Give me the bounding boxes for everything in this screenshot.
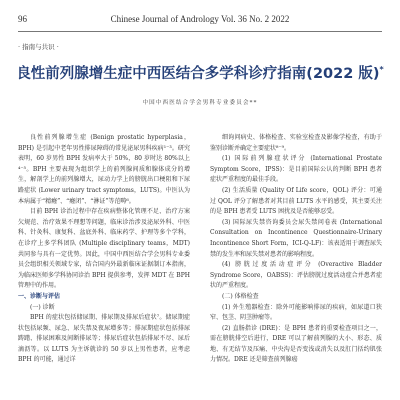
page-number: 96 <box>18 14 27 24</box>
running-header <box>18 10 382 28</box>
header-rule <box>18 31 382 32</box>
body-paragraph: 细询问病史、体格检查、实验室检查及影像学检查，有助于鉴别诊断并确定主要症状⁸⁻⁹。 <box>210 134 382 152</box>
section-tag: · 指南与共识 · <box>18 43 59 51</box>
left-column <box>18 133 190 366</box>
body-paragraph: 目前 BPH 诊治过程中存在疾病整体化管理不足、治疗方案欠规范、治疗效果不理想等问题，临床诊治涉及泌尿外科、中医科、针灸科、康复科、盆底外科、临床药学、护理等多个学科，在诊疗上多学科团队 (Multiple disciplinary teams，MDT) 共同参与具有一定优势。因此，中国中西医结合学会男科专业委员会组织相关领域专家，结合国内外最新临床证据制订本指南，为临床医师多学科协同诊治 BPH 提供参考，发挥 MDT 在 BPH 管理中的作用。 <box>18 208 190 290</box>
body-paragraph: (2) 直肠指诊 (DRE)：是 BPH 患者的重要检查项目之一，需在膀胱排空后进行，DRE 可以了解前列腺的大小、形态、质地、有无结节及压痛、中央沟是否变浅或消失以及肛门括约肌张力情况。DRE 还是筛查前列腺癌 <box>210 324 382 364</box>
body-paragraph: (4) 膀胱过度活动症评分 (Overactive Bladder Syndrome Score，OABSS)：评估膀胱过度活动症合并患者症状的严重程度。 <box>210 261 382 290</box>
subsection-heading: (二) 体格检查 <box>222 292 259 300</box>
author-line: 中国中西医结合学会男科专业委员会** <box>142 100 258 106</box>
article-title-text: 良性前列腺增生症中西医结合多学科诊疗指南(2022 版) <box>16 66 380 82</box>
body-paragraph: (1) 外生殖器检查：除外可能影响排尿的疾病，如尿道口狭窄、包茎、阴茎肿瘤等。 <box>210 303 382 322</box>
body-paragraph: 良性前列腺增生症 (Benign prostatic hyperplasia，BPH) 是引起中老年男性排尿障碍的常见泌尿男科疾病¹⁻³。研究表明，60 岁男性 BPH 发病率大于 50%，80 岁时达 80%以上⁴⁻⁵。BPH 主要表现为组织学上的前列腺间质和腺体成分的增生，解剖学上的前列腺增大，尿动力学上的膀胱出口梗阻和下尿路症状 (Lower urinary tract symptoms，LUTS)。中医认为本病属于“精癃”、“癃闭”、“淋证”等范畴⁶。 <box>18 134 190 205</box>
body-paragraph: BPH 的症状包括储尿期、排尿期及排尿后症状⁷。储尿期症状包括尿频、尿急、尿失禁及夜尿增多等；排尿期症状包括排尿踌躇、排尿困难及间断排尿等；排尿后症状包括排尿不尽、尿后滴沥等。以 LUTS 为主诉就诊的 50 岁以上男性患者，应考虑 BPH 的可能，通过详 <box>18 314 190 364</box>
body-paragraph: (3) 国际尿失禁咨询委员会尿失禁问卷表 (International Consultation on Incontinence Questionnaire-Urinary Incontinence Short Form，ICI-Q-LF)：该表适用于调查尿失禁的发生率和尿失禁对患者的影响程度。 <box>210 218 382 258</box>
body-paragraph: (2) 生活质量 (Quality Of Life score，QOL) 评分：可通过 QOL 评分了解患者对其目前 LUTS 水平的感受，其主要关注的是 BPH 患者受 LUTS 困扰及是否能够忍受。 <box>210 186 382 216</box>
body-paragraph: (1) 国际前列腺症状评分 (International Prostate Symptom Score，IPSS)：是目前国际公认的判断 BPH 患者症状严重程度的最佳手段。 <box>210 155 382 184</box>
subsection-heading: (一) 诊断 <box>30 303 55 311</box>
right-column <box>210 133 382 366</box>
article-title <box>10 62 390 83</box>
journal-citation: Chinese Journal of Andrology Vol. 36 No. 2 2022 <box>110 14 290 24</box>
section-heading: 一、诊断与评估 <box>18 292 61 300</box>
title-footnote-mark: * <box>379 65 384 75</box>
